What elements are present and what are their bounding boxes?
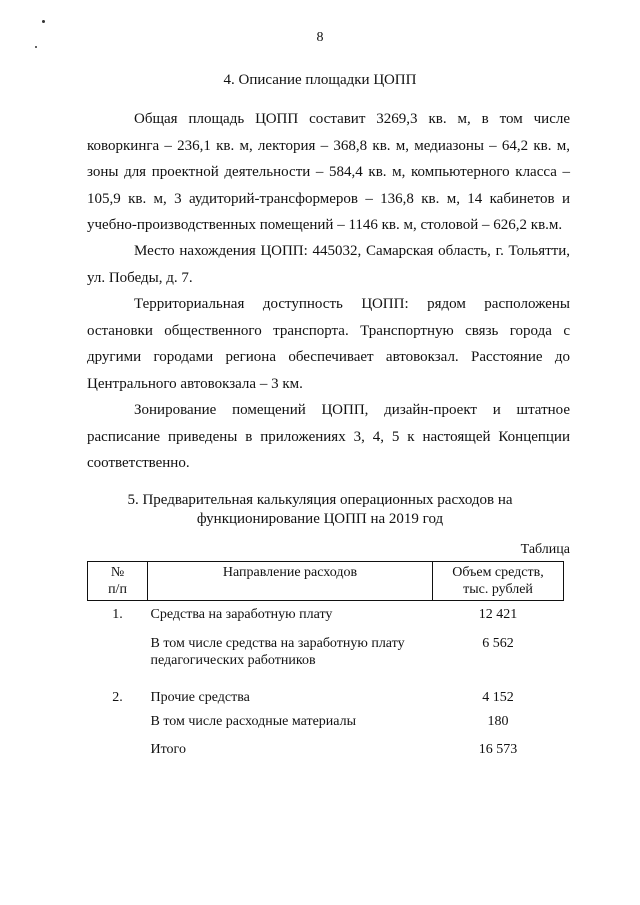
section-4-heading: 4. Описание площадки ЦОПП (223, 72, 417, 88)
header-direction: Направление расходов (148, 562, 433, 601)
row-direction: Средства на заработную плату (150, 607, 333, 622)
row-amount: 12 421 (478, 607, 518, 622)
header-amount: Объем средств, тыс. рублей (433, 562, 564, 601)
row-amount: 16 573 (478, 741, 518, 757)
paragraph-zoning: Зонирование помещений ЦОПП, дизайн-проект и штатное расписание приведены в приложениях 3, 4, 5 к настоящей Концепции соответственно. (87, 402, 570, 471)
row-num (88, 635, 148, 683)
paragraph-accessibility: Территориальная доступность ЦОПП: рядом расположены остановки общественного транспорта. Транспортную связь города с другими городами региона обеспечивает автовокзал. Расстояние до Центрального автовокзала – 3 км. (87, 296, 570, 392)
table-row (88, 601, 564, 635)
row-amount: 6 562 (482, 635, 514, 651)
header-num: № п/п (88, 562, 148, 601)
row-direction: В том числе расходные материалы (150, 713, 357, 729)
row-direction: В том числе средства на заработную плату педагогических работников (150, 635, 405, 668)
paragraph-location: Место нахождения ЦОПП: 445032, Самарская область, г. Тольятти, ул. Победы, д. 7. (87, 243, 570, 286)
row-num (88, 707, 148, 733)
row-direction: Прочие средства (150, 689, 250, 705)
row-amount: 180 (487, 713, 509, 729)
expenses-table (87, 561, 564, 759)
page-number: 8 (316, 30, 324, 45)
table-caption: Таблица (520, 542, 570, 557)
scan-speck (42, 20, 45, 23)
row-direction: Итого (150, 741, 186, 757)
row-amount: 4 152 (482, 689, 514, 705)
row-num: 1. (112, 607, 123, 622)
section-5-heading-line1: 5. Предварительная калькуляция операционных расходов на (127, 492, 513, 508)
table-row (88, 707, 564, 733)
table-row (88, 683, 564, 707)
table-row (88, 635, 564, 683)
row-num: 2. (112, 689, 123, 705)
section-5-heading-line2: функционирование ЦОПП на 2019 год (196, 511, 444, 527)
scan-speck (35, 46, 37, 48)
paragraph-area: Общая площадь ЦОПП составит 3269,3 кв. м, в том числе коворкинга – 236,1 кв. м, лектория – 368,8 кв. м, медиазоны – 64,2 кв. м, зоны для проектной деятельности – 584,4 кв. м, компьютерного класса – 105,9 кв. м, 3 аудиторий-трансформеров – 136,8 кв. м, 14 кабинетов и учебно-производственных помещений – 1146 кв. м, столовой – 626,2 кв.м. (87, 111, 570, 233)
table-header-row (88, 562, 564, 601)
row-num (88, 733, 148, 759)
table-row (88, 733, 564, 759)
